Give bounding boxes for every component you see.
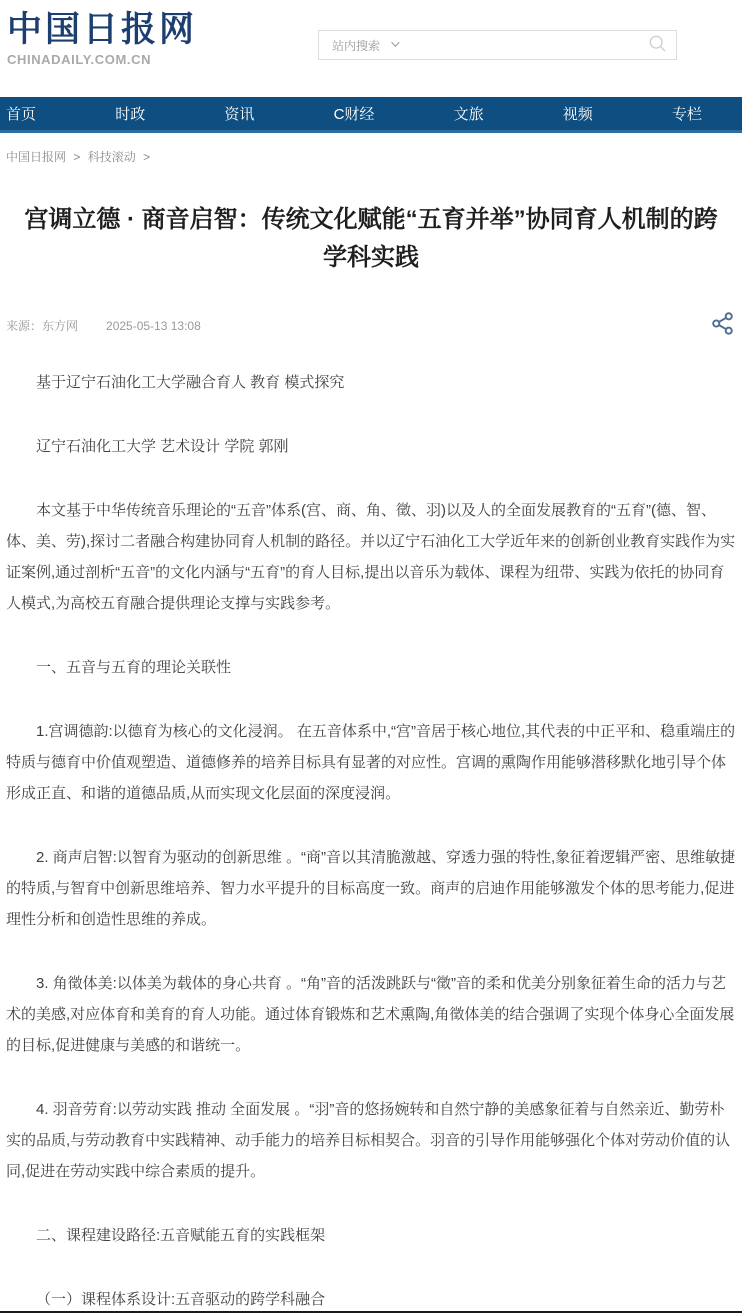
- article: [0, 201, 742, 1313]
- site-header: [0, 0, 742, 97]
- breadcrumb-separator: >: [73, 150, 81, 164]
- article-body: [6, 367, 736, 1313]
- share-button[interactable]: [711, 311, 734, 339]
- article-meta: [6, 317, 736, 334]
- article-title: 宫调立德 · 商音启智：传统文化赋能“五育并举”协同育人机制的跨学科实践: [24, 206, 718, 271]
- nav-item-video[interactable]: 视频: [562, 106, 593, 123]
- site-logo-english: CHINADAILY.COM.CN: [7, 51, 152, 67]
- article-paragraph-yu: 4. 羽音劳育:以劳动实践 推动 全面发展 。“羽”音的悠扬婉转和自然宁静的美感象征着与自然亲近、勤劳朴实的品质,与劳动教育中实践精神、动手能力的培养目标相契合。羽音的引导作用能够强化个体对劳动价值的认同,促进在劳动实践中综合素质的提升。: [6, 1101, 731, 1180]
- article-abstract: 本文基于中华传统音乐理论的“五音”体系(宫、商、角、徵、羽)以及人的全面发展教育的“五育”(德、智、体、美、劳),探讨二者融合构建协同育人机制的路径。并以辽宁石油化工大学近年来的创新创业教育实践作为实证案例,通过剖析“五音”的文化内涵与“五育”的育人目标,提出以音乐为载体、课程为纽带、实践为依托的协同育人模式,为高校五育融合提供理论支撑与实践参考。: [6, 502, 736, 612]
- section-heading-1: 一、五音与五育的理论关联性: [36, 659, 232, 676]
- site-search: [318, 30, 677, 60]
- search-icon: [648, 34, 667, 56]
- nav-item-columns[interactable]: 专栏: [671, 106, 702, 123]
- nav-item-politics[interactable]: 时政: [115, 106, 146, 123]
- chevron-down-icon[interactable]: [391, 38, 399, 46]
- nav-item-news[interactable]: 资讯: [224, 106, 255, 123]
- section-heading-2: 二、课程建设路径:五音赋能五育的实践框架: [36, 1227, 326, 1244]
- search-scope-dropdown-label[interactable]: 站内搜索: [332, 38, 381, 53]
- article-source: 来源：东方网: [6, 319, 79, 333]
- article-paragraph-shang: 2. 商声启智:以智育为驱动的创新思维 。“商”音以其清脆激越、穿透力强的特性,象征着逻辑严密、思维敏捷的特质,与智育中创新思维培养、智力水平提升的目标高度一致。商声的启迪作用能够激发个体的思考能力,促进理性分析和创造性思维的养成。: [6, 849, 736, 928]
- site-logo[interactable]: [7, 8, 197, 67]
- search-button[interactable]: [648, 34, 667, 56]
- search-input[interactable]: [407, 32, 648, 58]
- breadcrumb: [6, 148, 736, 165]
- article-author-line: 辽宁石油化工大学 艺术设计 学院 郭刚: [36, 438, 289, 455]
- nav-item-culture-travel[interactable]: 文旅: [453, 106, 484, 123]
- site-logo-chinese: 中国日报网: [7, 10, 198, 49]
- breadcrumb-item-site[interactable]: 中国日报网: [6, 150, 67, 164]
- breadcrumb-separator: >: [143, 150, 151, 164]
- nav-item-finance[interactable]: C财经: [333, 106, 375, 123]
- article-publish-datetime: 2025-05-13 13:08: [106, 318, 201, 333]
- breadcrumb-item-channel[interactable]: 科技滚动: [87, 150, 136, 164]
- subsection-heading-2-1: （一）课程体系设计:五音驱动的跨学科融合: [36, 1291, 326, 1308]
- nav-item-home[interactable]: 首页: [6, 106, 37, 123]
- article-paragraph-jue-zhi: 3. 角徵体美:以体美为载体的身心共育 。“角”音的活泼跳跃与“徵”音的柔和优美分别象征着生命的活力与艺术的美感,对应体育和美育的育人功能。通过体育锻炼和艺术熏陶,角徵体美的结合强调了实现个体身心全面发展的目标,促进健康与美感的和谐统一。: [6, 975, 735, 1054]
- main-navigation: [0, 97, 742, 133]
- article-paragraph-gong: 1.宫调德韵:以德育为核心的文化浸润。 在五音体系中,“宫”音居于核心地位,其代表的中正平和、稳重端庄的特质与德育中价值观塑造、道德修养的培养目标具有显著的对应性。宫调的熏陶作用能够潜移默化地引导个体形成正直、和谐的道德品质,从而实现文化层面的深度浸润。: [6, 723, 736, 802]
- article-subtitle: 基于辽宁石油化工大学融合育人 教育 模式探究: [36, 374, 345, 391]
- share-icon: [711, 311, 734, 339]
